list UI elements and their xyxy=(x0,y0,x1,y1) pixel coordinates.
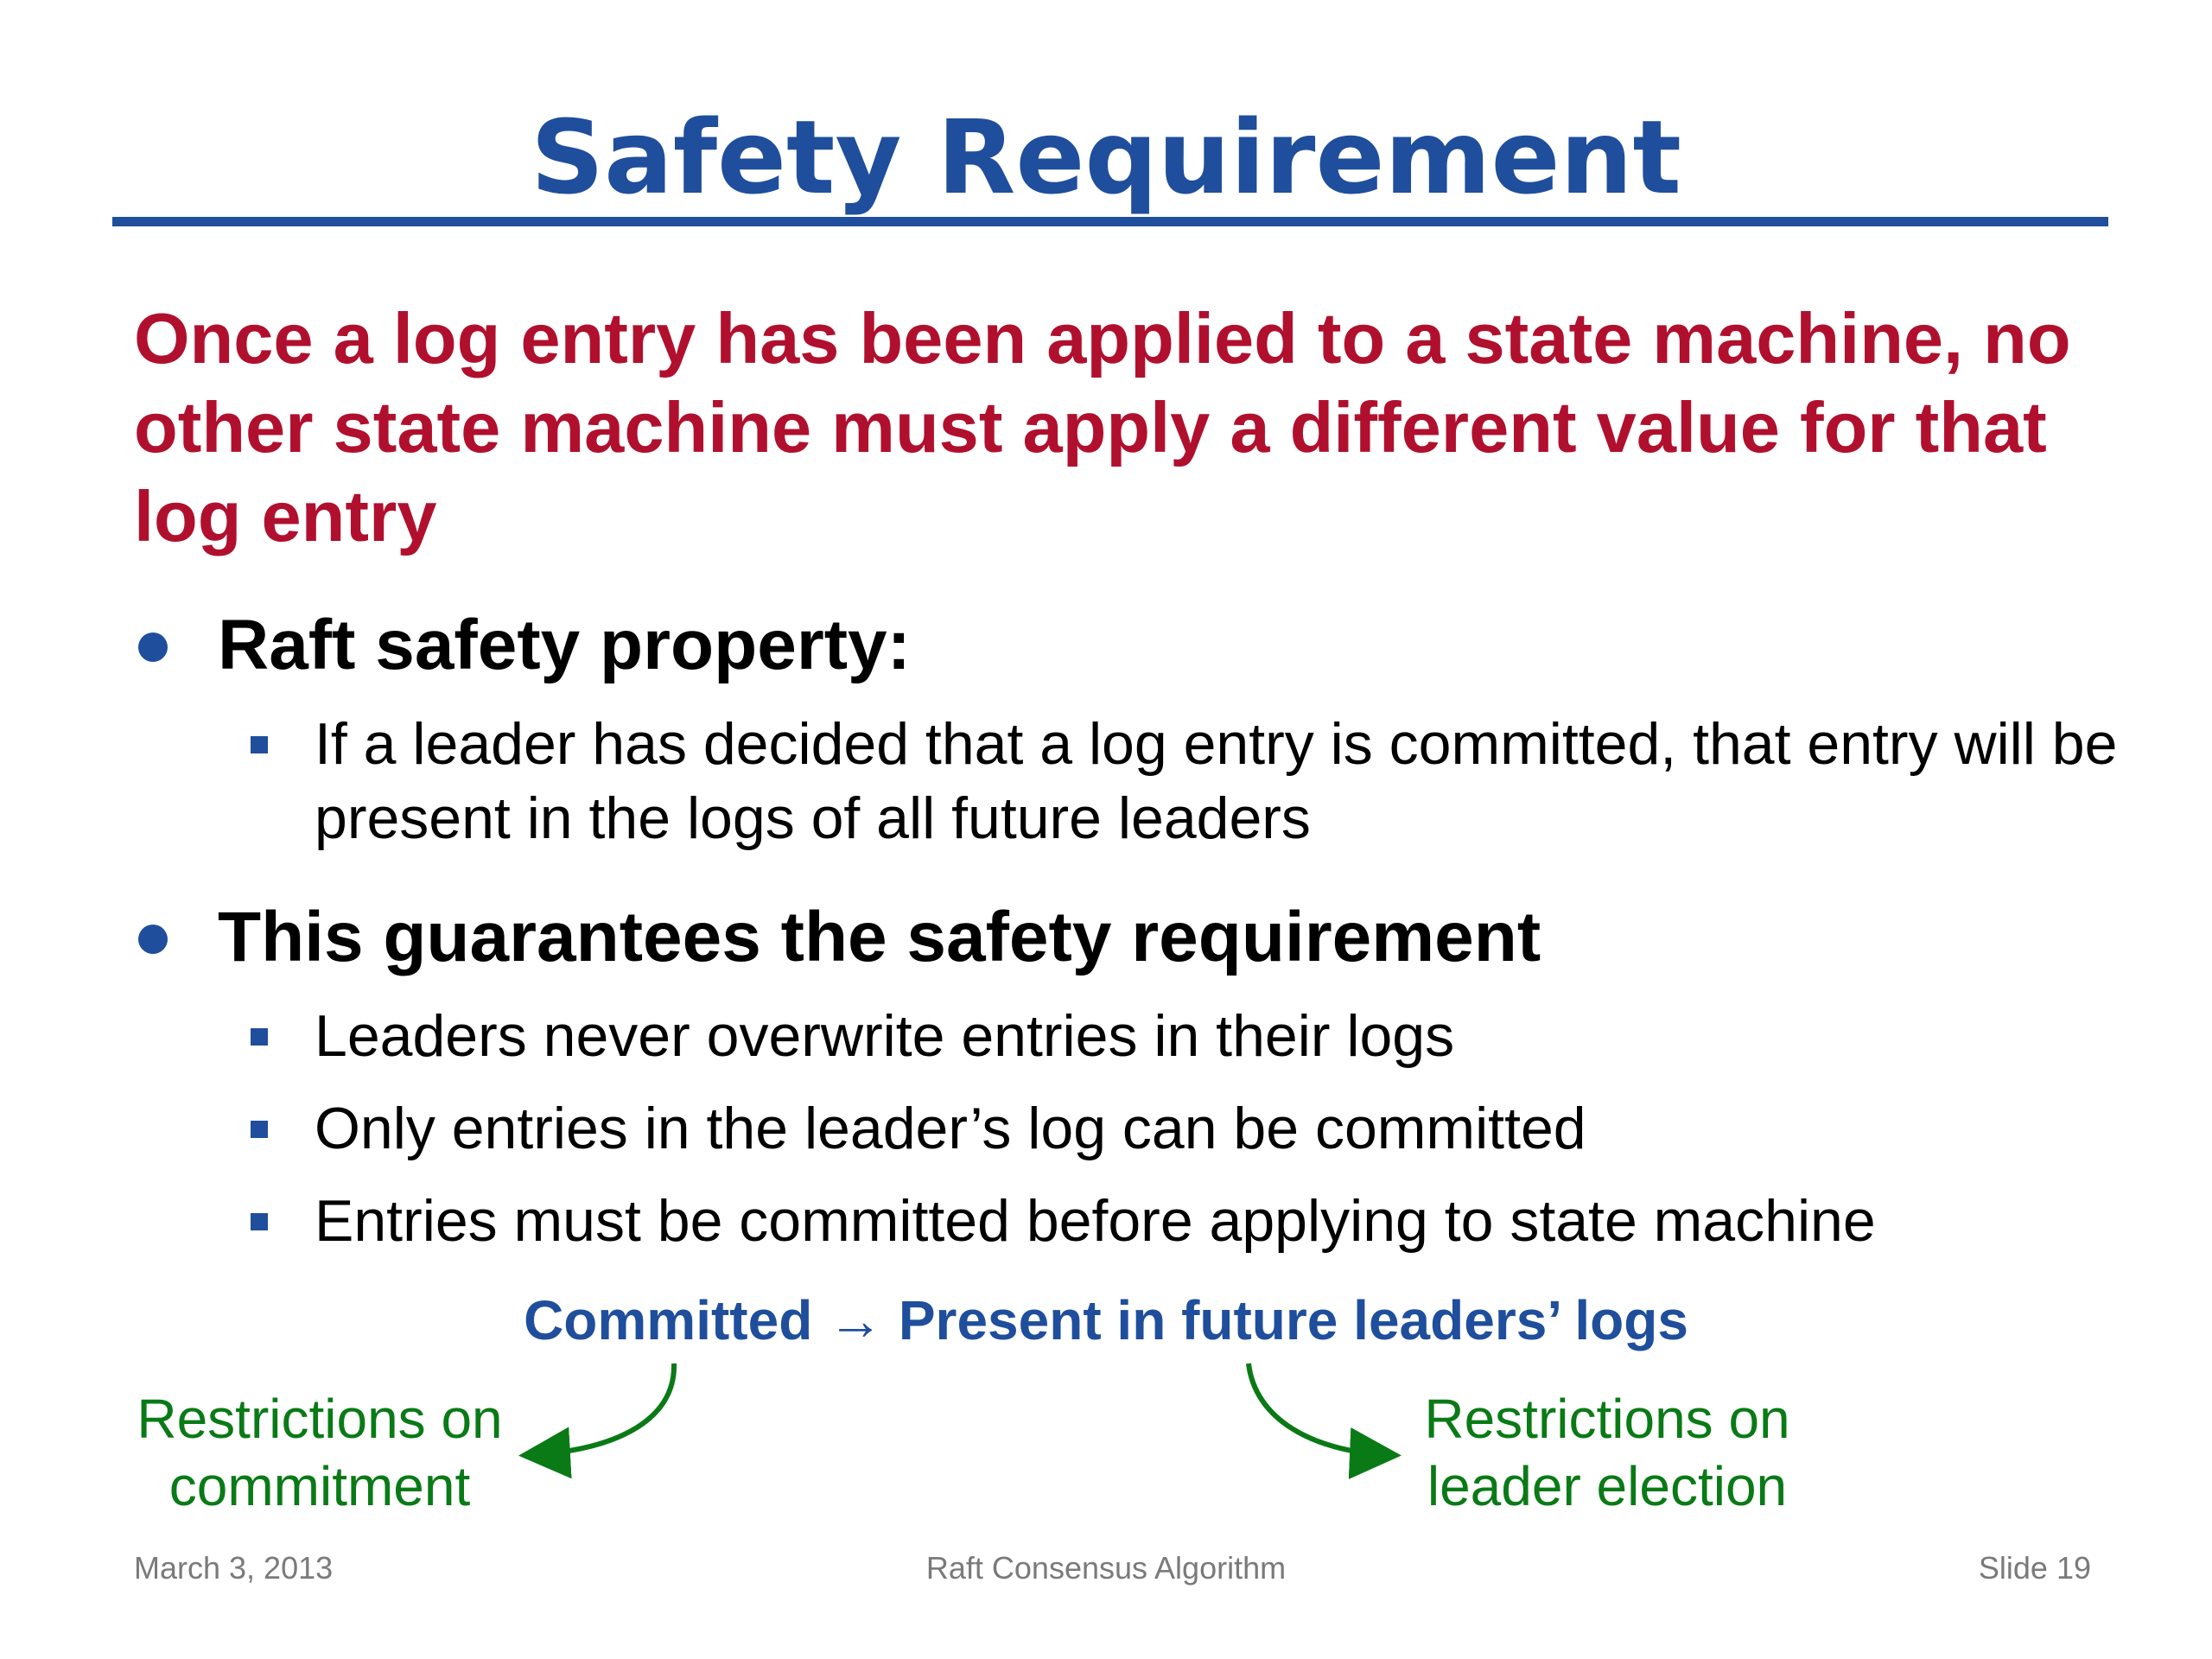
sub-bullet-square-icon xyxy=(251,1213,268,1230)
footer-slide-number: Slide 19 xyxy=(1978,1550,2091,1586)
label-line: leader election xyxy=(1427,1455,1788,1517)
title-underline xyxy=(112,217,2108,226)
sub-bullet-text: Leaders never overwrite entries in their logs xyxy=(315,1003,1455,1069)
footer-title: Raft Consensus Algorithm xyxy=(925,1550,1287,1586)
slide-title: Safety Requirement xyxy=(531,98,1681,217)
restrictions-on-commitment-label xyxy=(134,1385,505,1520)
label-line: Restrictions on xyxy=(137,1388,503,1450)
sub-bullet-text: Entries must be committed before applying to state machine xyxy=(315,1188,1876,1254)
bullet-text: This guarantees the safety requirement xyxy=(218,898,1541,976)
sub-bullet-square-icon xyxy=(251,1121,268,1138)
sub-bullet-text: Only entries in the leader’s log can be committed xyxy=(315,1096,1586,1161)
footer-date: March 3, 2013 xyxy=(134,1550,334,1586)
implication-text: Committed → Present in future leaders’ logs xyxy=(524,1289,1688,1351)
label-line: commitment xyxy=(168,1455,471,1517)
label-line: Restrictions on xyxy=(1424,1388,1790,1450)
sub-bullet-square-icon xyxy=(251,1028,268,1046)
bullet-dot-icon xyxy=(138,632,168,662)
bullet-dot-icon xyxy=(138,925,168,954)
left-arrow-icon xyxy=(529,1363,674,1455)
right-arrow-icon xyxy=(1249,1363,1391,1455)
safety-statement: Once a log entry has been applied to a state machine, no other state machine must apply a different value for that log entry xyxy=(134,298,2071,556)
restrictions-on-leader-election-label xyxy=(1421,1385,1793,1520)
sub-bullet-text: If a leader has decided that a log entry is committed, that entry will be present in the logs of all future leaders xyxy=(315,711,2118,851)
bullet-text: Raft safety property: xyxy=(218,606,911,684)
sub-bullet-square-icon xyxy=(251,736,268,753)
